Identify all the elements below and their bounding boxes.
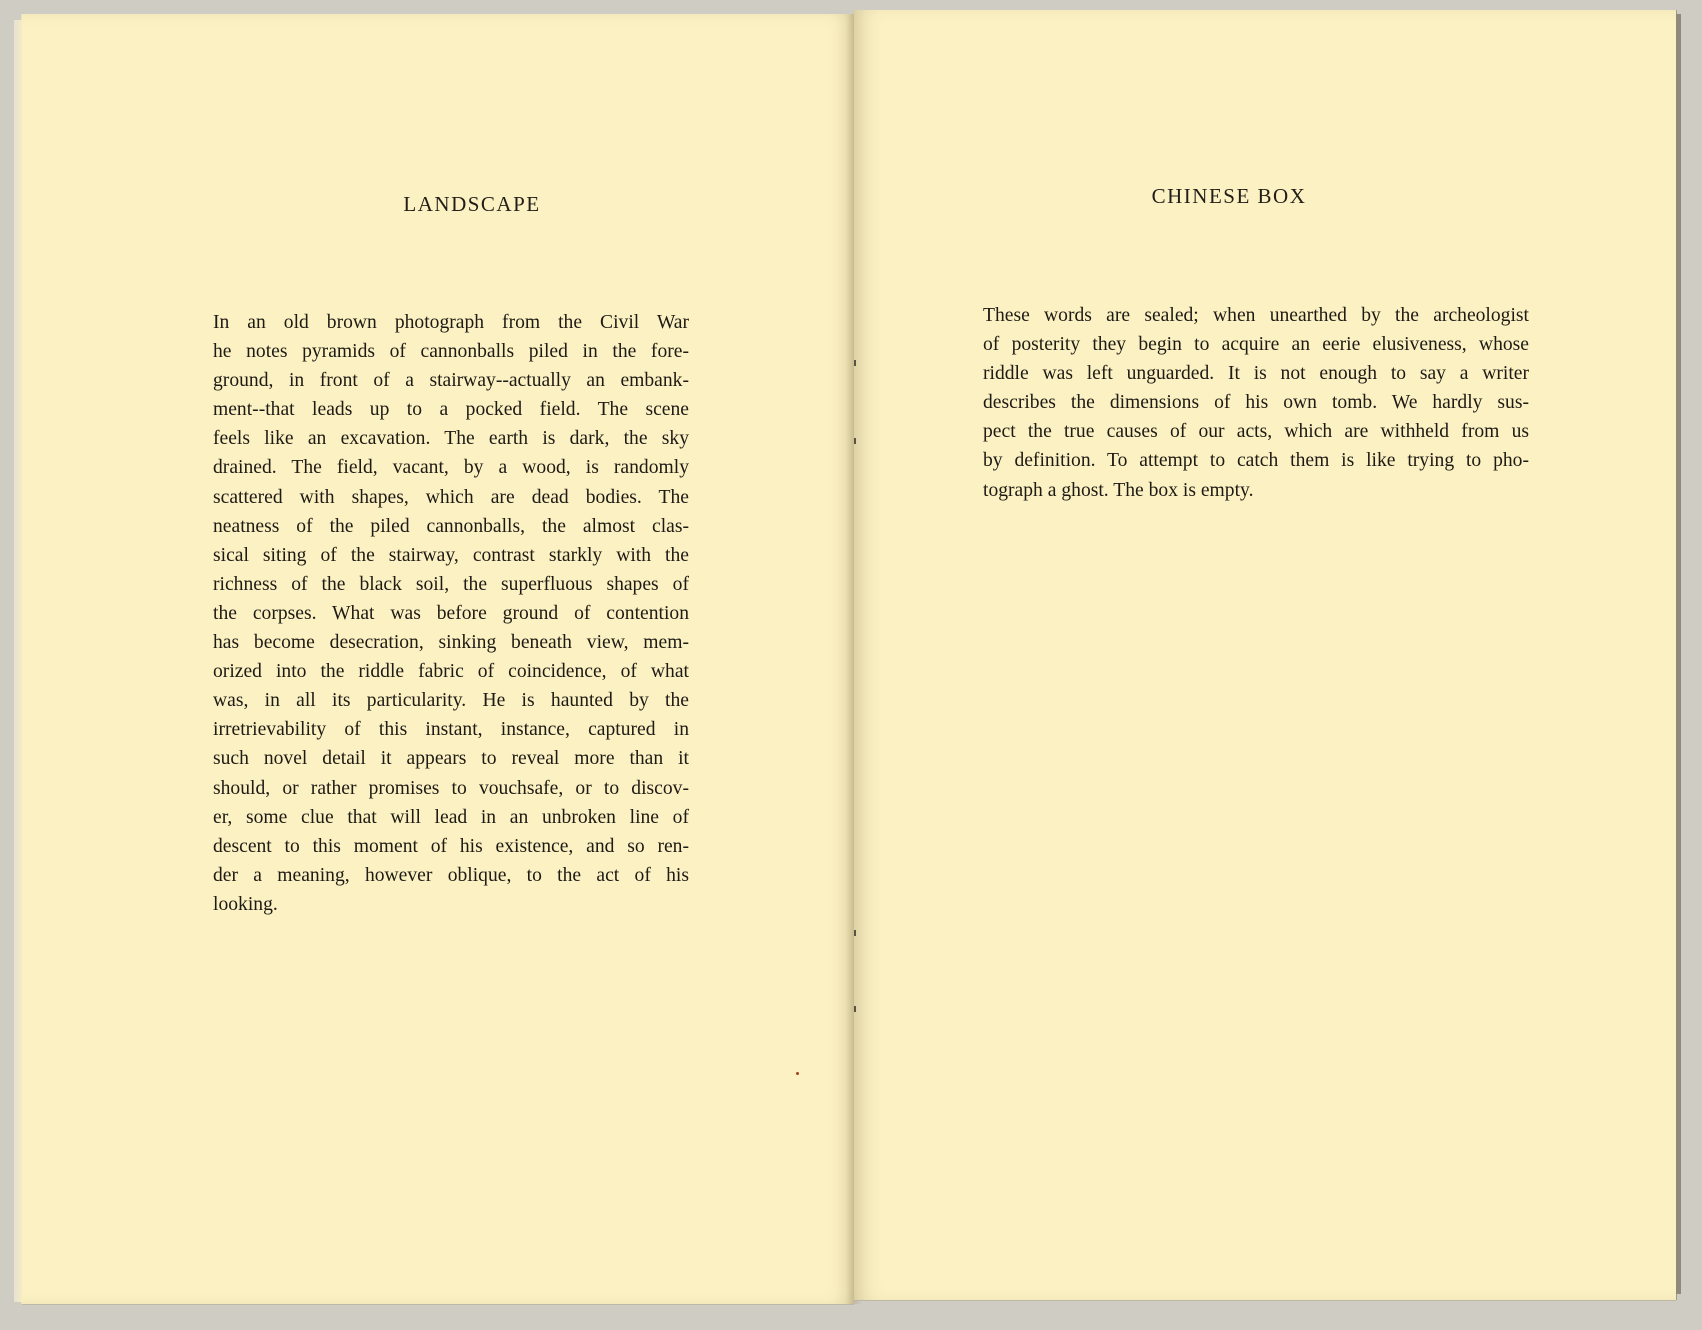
body-line: looking. — [213, 893, 278, 915]
body-line: orized into the riddle fabric of coincidence, of what — [213, 661, 689, 683]
body-line: riddle was left unguarded. It is not enough to say a writer — [983, 363, 1529, 385]
body-line: neatness of the piled cannonballs, the almost clas- — [213, 515, 689, 537]
body-line: feels like an excavation. The earth is dark, the sky — [213, 428, 689, 450]
body-line: der a meaning, however oblique, to the act of his — [213, 864, 689, 886]
paper-speck — [796, 1072, 799, 1075]
right-page — [854, 10, 1676, 1300]
body-line: richness of the black soil, the superfluous shapes of — [213, 573, 689, 595]
body-line: he notes pyramids of cannonballs piled in the fore- — [213, 341, 689, 363]
body-line: should, or rather promises to vouchsafe, or to discov- — [213, 777, 689, 799]
left-page-title: LANDSCAPE — [403, 192, 541, 216]
body-line: scattered with shapes, which are dead bodies. The — [213, 486, 689, 508]
body-line: was, in all its particularity. He is haunted by the — [213, 690, 689, 712]
right-page-title: CHINESE BOX — [1151, 184, 1307, 208]
binding-stitch — [854, 438, 856, 444]
body-line: ground, in front of a stairway--actually an embank- — [213, 370, 689, 392]
body-line: descent to this moment of his existence, and so ren- — [213, 835, 689, 857]
left-page — [22, 14, 854, 1304]
binding-stitch — [854, 1006, 856, 1012]
body-line: drained. The field, vacant, by a wood, is randomly — [213, 457, 689, 479]
body-line: has become desecration, sinking beneath view, mem- — [213, 632, 689, 654]
left-page-body — [213, 308, 689, 919]
body-line: by definition. To attempt to catch them is like trying to pho- — [983, 450, 1529, 472]
body-line: of posterity they begin to acquire an eerie elusiveness, whose — [983, 334, 1529, 356]
binding-stitch — [854, 930, 856, 936]
body-line: These words are sealed; when unearthed by the archeologist — [983, 305, 1529, 326]
right-page-body — [983, 301, 1529, 505]
body-line: sical siting of the stairway, contrast starkly with the — [213, 544, 689, 566]
body-line: pect the true causes of our acts, which are withheld from us — [983, 421, 1529, 443]
body-line: In an old brown photograph from the Civil War — [213, 312, 689, 333]
body-line: tograph a ghost. The box is empty. — [983, 479, 1254, 501]
body-line: ment--that leads up to a pocked field. The scene — [213, 399, 689, 421]
body-line: the corpses. What was before ground of contention — [213, 602, 689, 624]
body-line: such novel detail it appears to reveal more than it — [213, 748, 689, 770]
body-line: irretrievability of this instant, instance, captured in — [213, 719, 689, 741]
body-line: er, some clue that will lead in an unbroken line of — [213, 806, 689, 828]
body-line: describes the dimensions of his own tomb. We hardly sus- — [983, 392, 1529, 414]
binding-stitch — [854, 360, 856, 366]
